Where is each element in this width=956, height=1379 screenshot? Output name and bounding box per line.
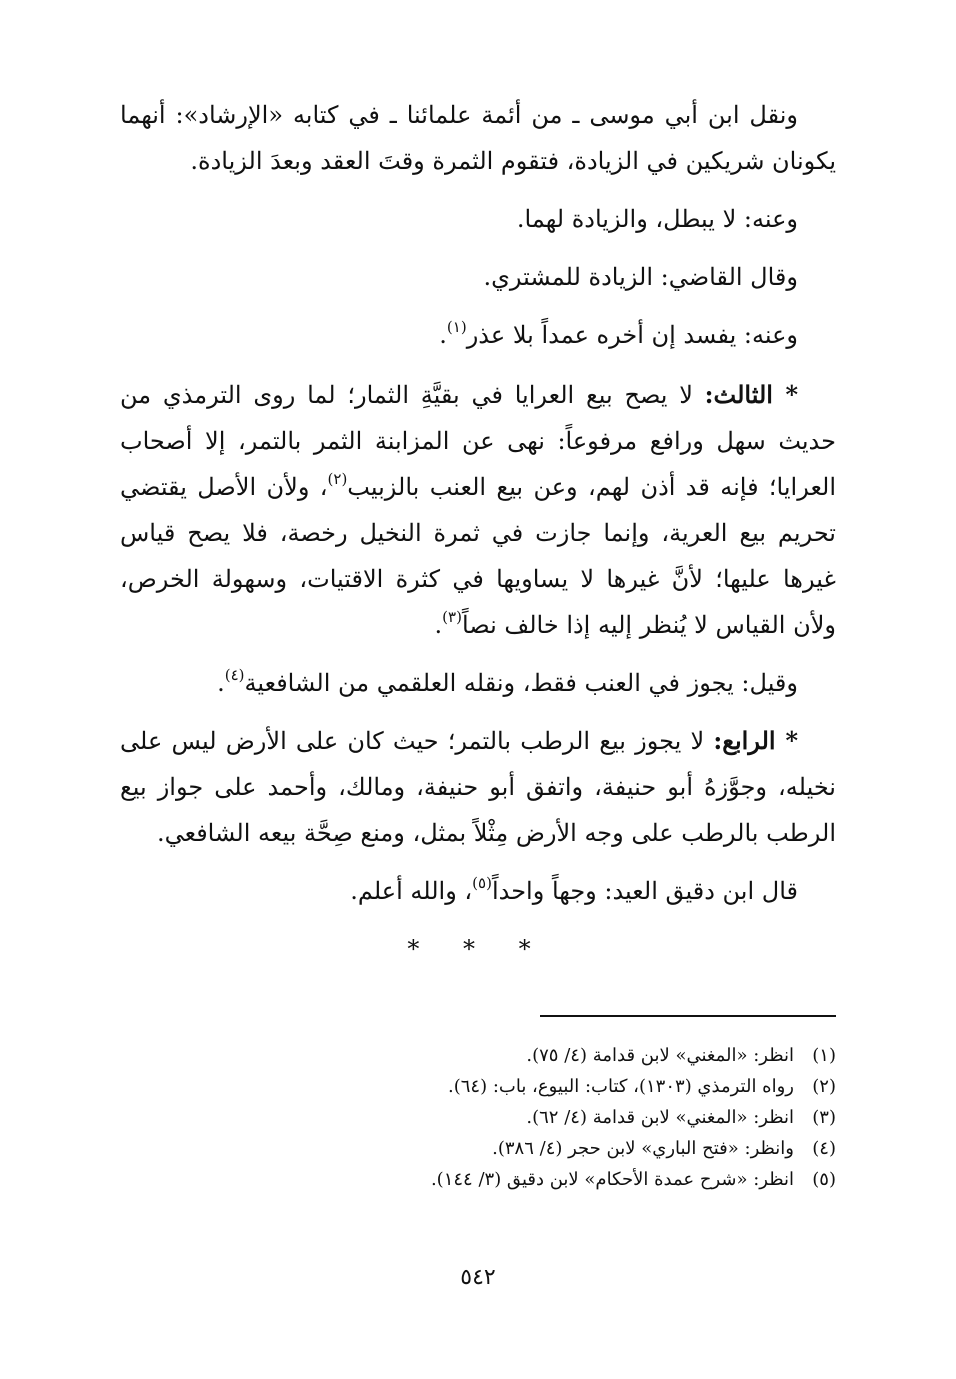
paragraph-last-end: ، والله أعلم. [350, 877, 473, 905]
footnote-text: انظر: «المغني» لابن قدامة (٤/ ٦٢). [526, 1107, 794, 1128]
paragraph-4 [120, 312, 836, 358]
footnote-ref-1[interactable]: (١) [446, 318, 467, 336]
footnote-text: وانظر: «فتح الباري» لابن حجر (٤/ ٣٨٦). [492, 1138, 794, 1159]
section-marker-fourth: * الرابع: [713, 726, 799, 755]
footnote-item [120, 1040, 836, 1071]
paragraph-fourth [120, 718, 836, 856]
paragraph-4-text: وعنه: يفسد إن أخره عمداً بلا عذر [466, 321, 798, 349]
paragraph-third-text-b: ، ولأن الأصل يقتضي تحريم بيع العرية، وإنما جازت في ثمرة النخيل رخصة، فلا يصح قياس غيرها عليها؛ لأنَّ غيرها لا يساويها في كثرة الاقتيات، وسهولة الخرص، ولأن القياس لا يُنظر إليه إذا خالف نصاً [120, 473, 836, 639]
section-separator: * * * [407, 935, 549, 963]
footnotes [120, 1040, 836, 1195]
paragraph-qil [120, 660, 836, 706]
footnote-ref-3[interactable]: (٣) [442, 608, 462, 626]
paragraph-3: وقال القاضي: الزيادة للمشتري. [483, 263, 798, 291]
paragraph-4-end: . [439, 321, 447, 349]
paragraph-third [120, 372, 836, 648]
paragraph-third-text-a: لا يصح بيع العرايا في بقيَّةِ الثمار؛ لما روى الترمذي من حديث سهل ورافع مرفوعاً: نهى عن المزابنة الثمر بالتمر، إلا أصحاب العرايا؛ فإنه قد أذن لهم، وعن بيع العنب بالزبيب [120, 381, 837, 501]
footnote-number: (٢) [812, 1076, 836, 1097]
section-marker-third: * الثالث: [704, 380, 798, 409]
footnote-text: انظر: «المغني» لابن قدامة (٤/ ٧٥). [526, 1045, 794, 1066]
paragraph-qil-text: وقيل: يجوز في العنب فقط، ونقله العلقمي من الشافعية [244, 669, 798, 697]
footnote-item [120, 1102, 836, 1133]
paragraph-last-text: قال ابن دقيق العيد: وجهاً واحداً [491, 877, 798, 905]
footnote-number: (١) [812, 1045, 836, 1066]
footnote-ref-2[interactable]: (٢) [327, 470, 348, 488]
page-number: ٥٤٢ [460, 1265, 496, 1290]
footnote-text: انظر: «شرح عمدة الأحكام» لابن دقيق (٣/ ١٤٤). [430, 1169, 794, 1190]
footnote-item [120, 1133, 836, 1164]
paragraph-fourth-text: لا يجوز بيع الرطب بالتمر؛ حيث كان على الأرض ليس على نخيله، وجوَّزهُ أبو حنيفة، واتفق أبو حنيفة، ومالك، وأحمد على جواز بيع الرطب بالرطب على وجه الأرض مِثْلاً بمثل، ومنع صِحَّة بيعه الشافعي. [120, 727, 836, 847]
footnote-item [120, 1164, 836, 1195]
footnote-ref-4[interactable]: (٤) [224, 666, 245, 684]
paragraph-qil-end: . [217, 669, 225, 697]
footnote-ref-5[interactable]: (٥) [472, 874, 492, 892]
footnote-divider [540, 1015, 836, 1017]
paragraph-2: وعنه: لا يبطل، والزيادة لهما. [516, 205, 798, 233]
footnote-number: (٣) [812, 1107, 836, 1128]
footnote-text: رواه الترمذي (١٣٠٣)، كتاب: البيوع، باب: (٦٤). [447, 1076, 794, 1097]
footnote-item [120, 1071, 836, 1102]
paragraph-1: ونقل ابن أبي موسى ـ من أئمة علمائنا ـ في كتابه «الإرشاد»: أنهما يكونان شريكين في الزيادة، فتقوم الثمرة وقتَ العقد وبعدَ الزيادة. [120, 101, 836, 175]
main-text [120, 92, 836, 964]
footnote-number: (٤) [812, 1138, 836, 1159]
paragraph-third-end: . [434, 611, 443, 639]
paragraph-last [120, 868, 836, 914]
footnote-number: (٥) [812, 1169, 836, 1190]
